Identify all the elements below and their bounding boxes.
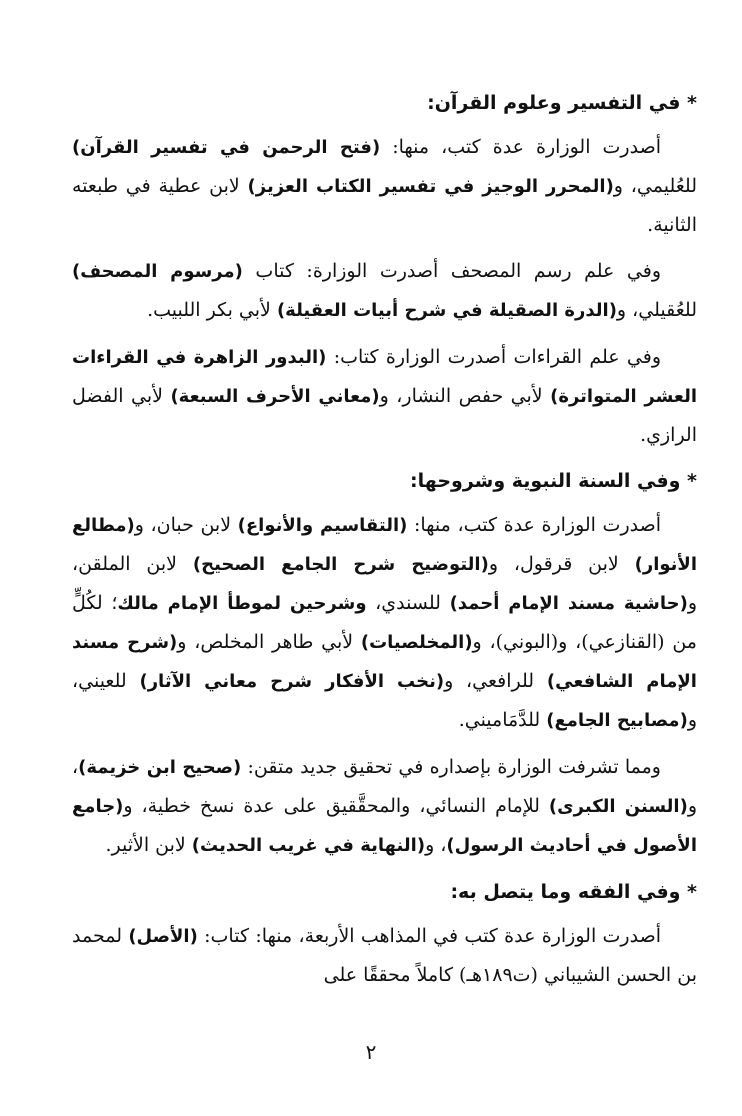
section-fiqh [72, 873, 697, 994]
text-run: لابن الملقن، و [72, 553, 698, 614]
paragraph [72, 917, 697, 994]
section-heading: * وفي السنة النبوية وشروحها: [410, 470, 697, 492]
text-run: ومما تشرفت الوزارة بإصداره في تحقيق جديد متقن: [241, 756, 661, 778]
text-run: ، و [425, 834, 447, 856]
bold-text-run: (معاني الأحرف السبعة) [170, 386, 380, 407]
text-run: لأبي الفضل الرازي. [72, 385, 697, 446]
paragraph [72, 338, 697, 454]
bold-text-run: (الدرة الصقيلة في شرح أبيات العقيلة) [276, 300, 617, 321]
bold-text-run: (المحرر الوجيز في تفسير الكتاب العزيز) [247, 176, 614, 197]
bold-text-run: (نخب الأفكار شرح معاني الآثار) [139, 671, 445, 692]
text-run: لابن قرقول، و [488, 553, 635, 575]
text-run: لأبي حفص النشار، و [379, 385, 551, 407]
paragraph [72, 128, 697, 244]
paragraph [72, 506, 697, 740]
text-run: لأبي طاهر المخلص، و [177, 631, 361, 653]
text-run: لمحمد بن الحسن الشيباني (ت١٨٩هـ) كاملاً محققًا على [72, 925, 697, 986]
text-run: لابن الأثير. [105, 834, 192, 856]
bold-text-run: (حاشية مسند الإمام أحمد) [449, 593, 688, 614]
bold-text-run: (التقاسيم والأنواع) [237, 515, 408, 536]
text-run: للعُليمي، و [613, 175, 697, 197]
section-tafsir [72, 84, 697, 454]
bold-text-run: (النهاية في غريب الحديث) [191, 835, 426, 856]
text-run: أصدرت الوزارة عدة كتب، منها: [380, 136, 661, 158]
paragraph [72, 748, 697, 865]
bold-text-run: (مرسوم المصحف) [72, 261, 243, 282]
page-number: ٢ [365, 1040, 377, 1064]
text-run: للرافعي، و [444, 670, 547, 692]
bold-text-run: (مطالع الأنوار) [72, 515, 697, 575]
text-run: وفي علم رسم المصحف أصدرت الوزارة: كتاب [242, 260, 661, 282]
section-heading: * وفي الفقه وما يتصل به: [450, 881, 697, 903]
text-run: لابن حبان، و [134, 514, 238, 536]
text-run: أصدرت الوزارة عدة كتب، منها: [407, 514, 661, 536]
section-heading: * في التفسير وعلوم القرآن: [427, 92, 697, 114]
text-run: وفي علم القراءات أصدرت الوزارة كتاب: [326, 346, 661, 368]
bold-text-run: (المخلصيات) [360, 632, 473, 653]
bold-text-run: وشرحين لموطأ الإمام مالك [117, 593, 367, 614]
text-run: للعيني، و [72, 670, 697, 731]
bold-text-run: (جامع الأصول في أحاديث الرسول) [72, 796, 697, 856]
text-run: أصدرت الوزارة عدة كتب في المذاهب الأربعة، منها: كتاب: [197, 925, 661, 947]
bold-text-run: (الأصل) [128, 926, 198, 947]
bold-text-run: (التوضيح شرح الجامع الصحيح) [192, 554, 489, 575]
bold-text-run: (السنن الكبرى) [548, 796, 688, 817]
bold-text-run: (البدور الزاهرة في القراءات العشر المتواترة) [72, 347, 697, 407]
paragraph [72, 252, 697, 330]
text-run: لأبي بكر اللبيب. [147, 299, 277, 321]
bold-text-run: (شرح مسند الإمام الشافعي) [72, 632, 697, 692]
text-run: ؛ لكُلٍّ من (القنازعي)، و(البوني)، و [72, 592, 697, 653]
bold-text-run: (فتح الرحمن في تفسير القرآن) [72, 137, 381, 158]
text-run: لابن عطية في طبعته الثانية. [72, 175, 697, 236]
text-run: للدَّمَاميني. [458, 709, 547, 731]
text-run: ، و [72, 756, 697, 817]
text-run: للإمام النسائي، والمحقَّقيق على عدة نسخ خطية، و [123, 795, 549, 817]
text-run: للعُقيلي، و [616, 299, 697, 321]
bold-text-run: (مصابيح الجامع) [546, 710, 688, 731]
document-page [72, 84, 697, 1002]
text-run: للسندي، [366, 592, 450, 614]
section-sunnah [72, 462, 697, 865]
bold-text-run: (صحيح ابن خزيمة) [78, 757, 242, 778]
